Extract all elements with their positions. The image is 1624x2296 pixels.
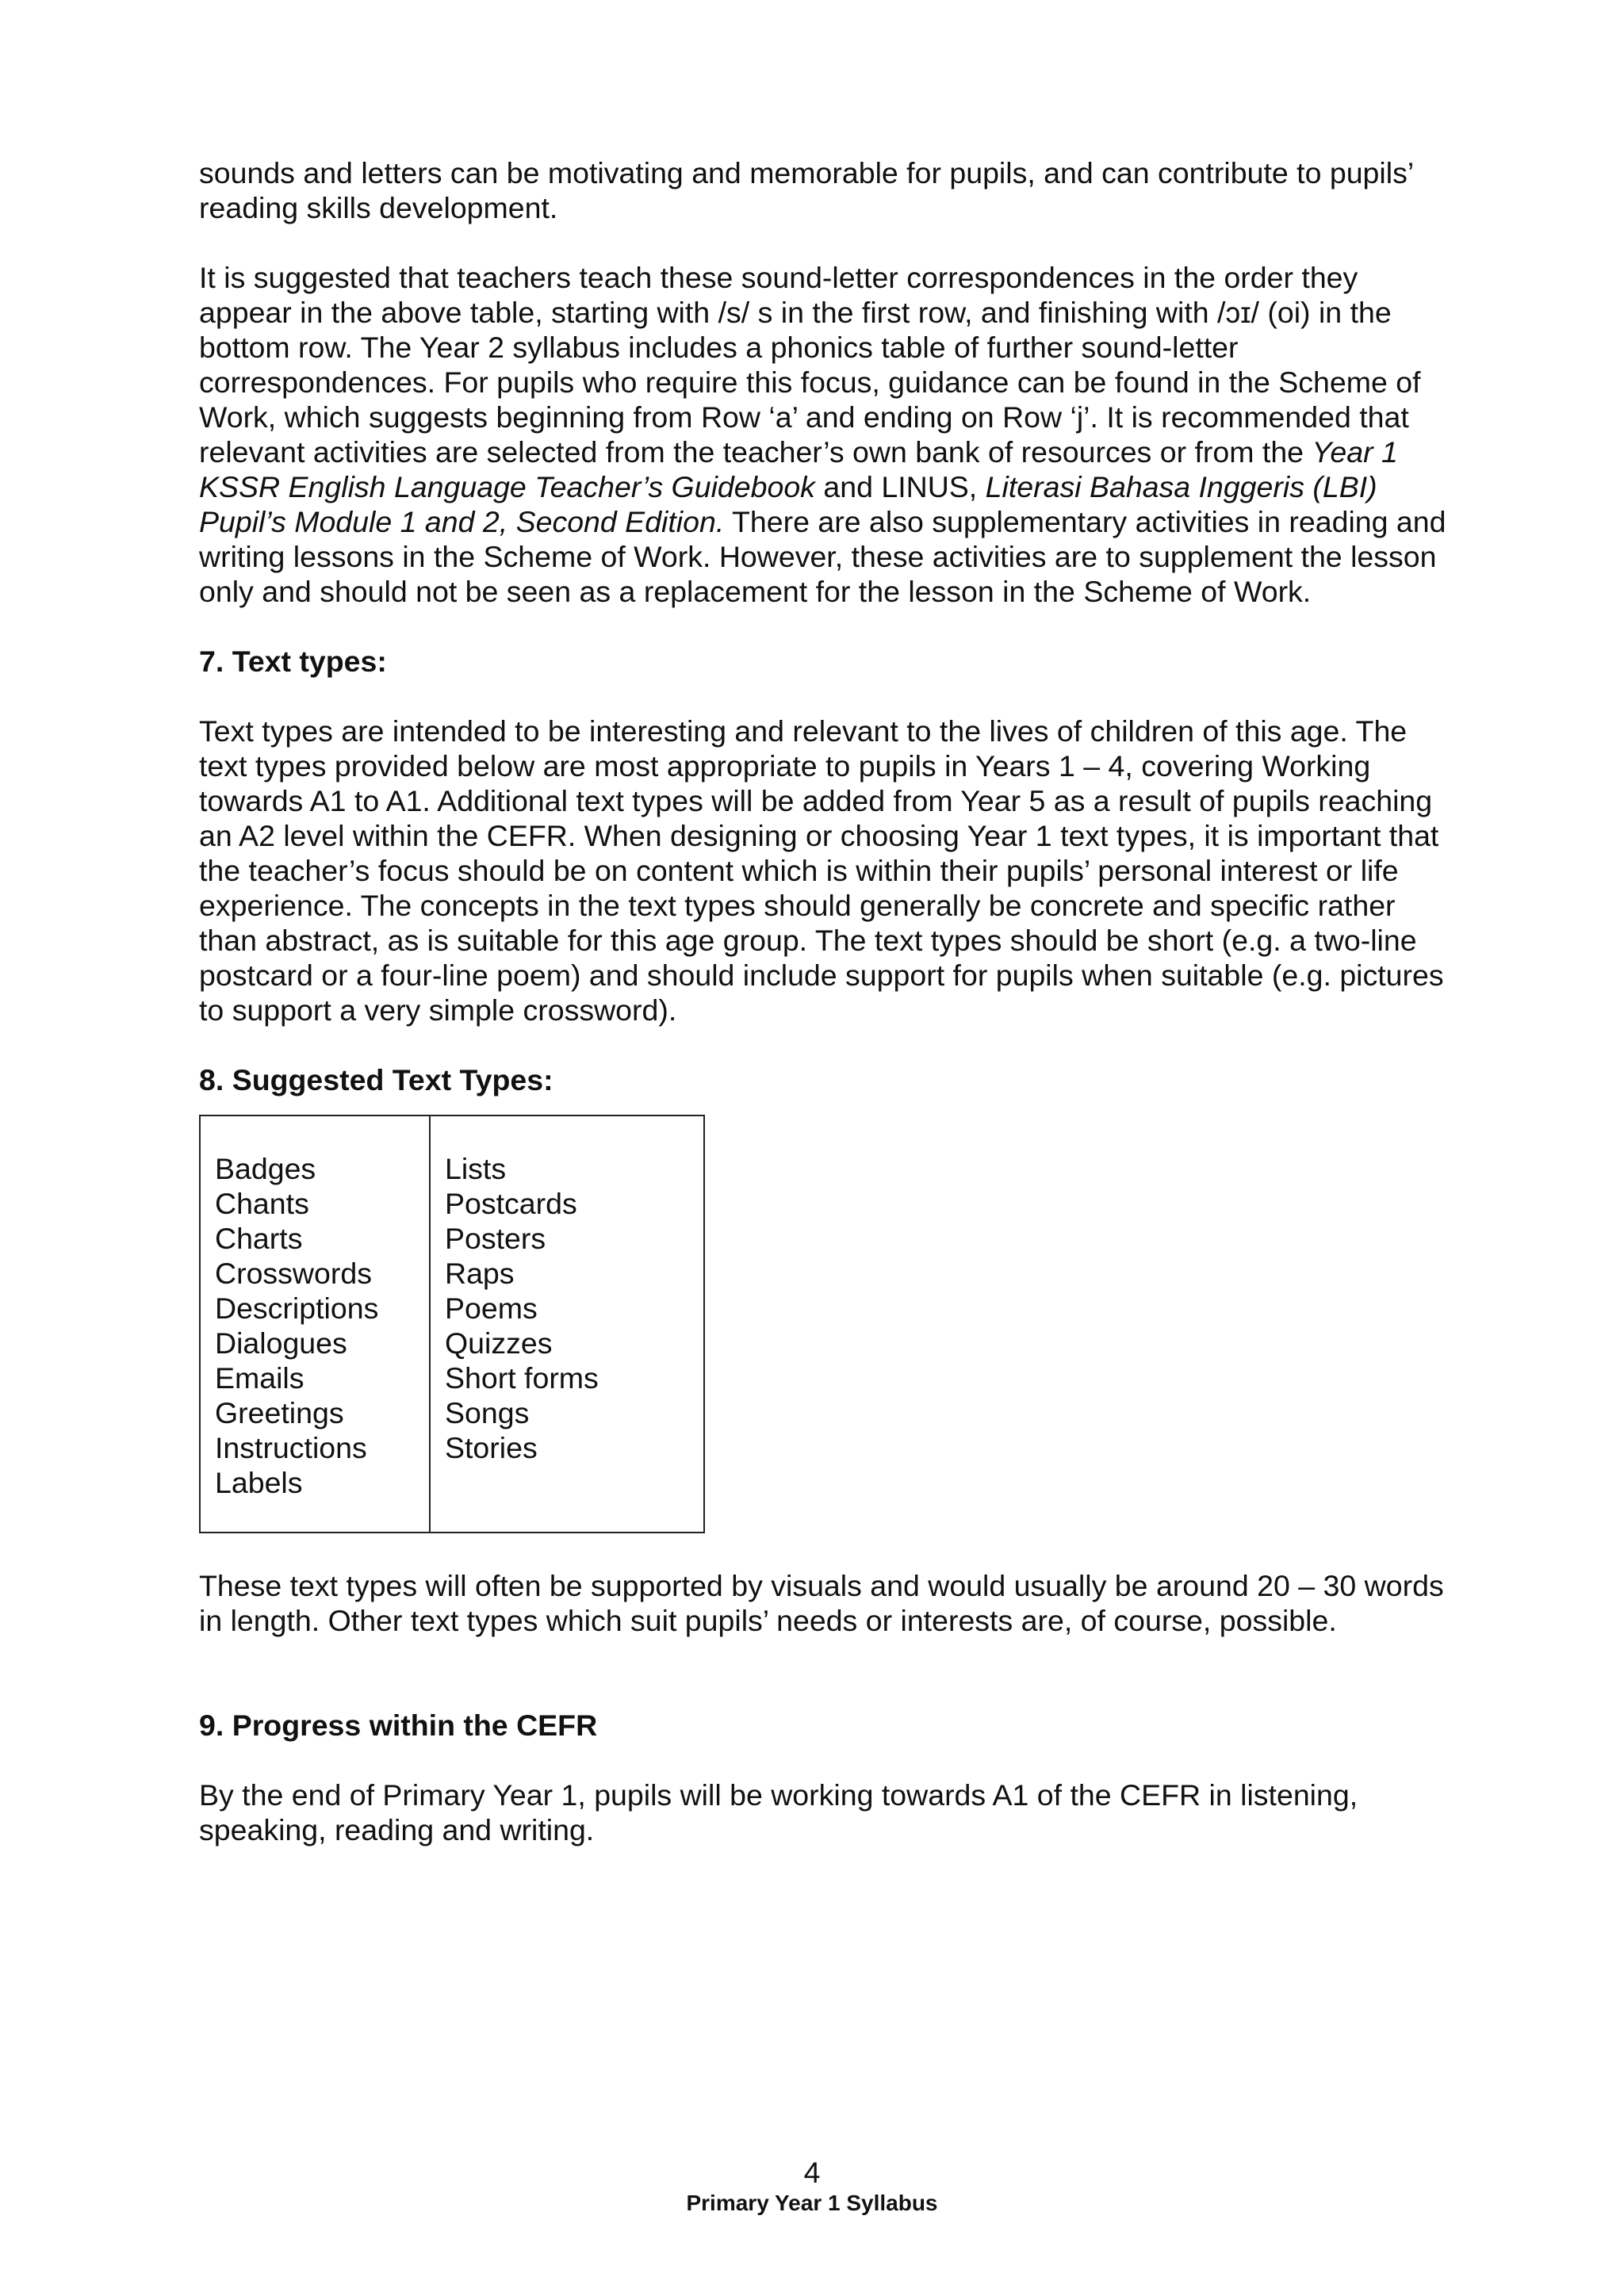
paragraph-text: There are also supplementary activities in reading and writing lessons in the Scheme of Work. However, these activities are to supplement the lesson only and should not be seen as a replacement for the lesson in the Scheme of Work. (199, 505, 1446, 608)
paragraph-text: It is suggested that teachers teach these sound-letter correspondences in the order they appear in the above table, starting with /s/ s in the first row, and finishing with /ɔɪ/ (oi) in the bottom row. The Year 2 syllabus includes a phonics table of further sound-letter correspondences. For pupils who require this focus, guidance can be found in the Scheme of Work, which suggests beginning from Row ‘a’ and ending on Row ‘j’. It is recommended that relevant activities are selected from the teacher’s own bank of resources or from the (199, 261, 1421, 469)
section-9-heading: 9. Progress within the CEFR (199, 1709, 598, 1742)
text-type-item: Charts (215, 1222, 303, 1255)
text-type-item: Short forms (445, 1361, 599, 1395)
intro-paragraph: sounds and letters can be motivating and memorable for pupils, and can contribute to pupils’ reading skills development. (199, 156, 1413, 224)
section-8-heading: 8. Suggested Text Types: (199, 1063, 553, 1096)
text-type-item: Raps (445, 1257, 515, 1290)
text-type-item: Chants (215, 1187, 309, 1220)
text-type-item: Greetings (215, 1396, 344, 1429)
text-type-item: Postcards (445, 1187, 577, 1220)
text-types-list-1 (215, 1151, 415, 1500)
text-type-item: Emails (215, 1361, 304, 1395)
text-type-item: Badges (215, 1152, 316, 1185)
text-type-item: Stories (445, 1431, 538, 1464)
page-number: 4 (803, 2156, 821, 2189)
sound-letter-paragraph (199, 260, 1452, 609)
text-type-item: Crosswords (215, 1257, 372, 1290)
text-type-item: Instructions (215, 1431, 367, 1464)
section-9-body: By the end of Primary Year 1, pupils will be working towards A1 of the CEFR in listening, speaking, reading and writing. (199, 1778, 1358, 1846)
text-type-item: Poems (445, 1292, 538, 1325)
text-types-note: These text types will often be supported by visuals and would usually be around 20 – 30 words in length. Other text types which suit pupils’ needs or interests are, of course, possible. (199, 1569, 1444, 1637)
text-types-list-2 (445, 1151, 689, 1465)
text-type-item: Dialogues (215, 1326, 347, 1360)
page-footer (0, 2155, 1624, 2217)
guidebook-title: Year 1 KSSR English Language Teacher’s Guidebook (199, 435, 1398, 503)
module-title: Literasi Bahasa Inggeris (LBI) Pupil’s Module 1 and 2, Second Edition. (199, 470, 1377, 538)
document-body (199, 155, 1452, 1847)
footer-title: Primary Year 1 Syllabus (686, 2191, 938, 2215)
section-7-heading: 7. Text types: (199, 645, 387, 678)
text-type-item: Descriptions (215, 1292, 379, 1325)
text-type-item: Posters (445, 1222, 546, 1255)
text-types-table (199, 1115, 705, 1533)
text-type-item: Labels (215, 1466, 303, 1499)
text-types-column-2 (430, 1115, 704, 1533)
text-type-item: Quizzes (445, 1326, 553, 1360)
text-type-item: Lists (445, 1152, 507, 1185)
text-types-column-1 (200, 1115, 430, 1533)
text-type-item: Songs (445, 1396, 530, 1429)
section-7-body: Text types are intended to be interesting and relevant to the lives of children of this age. The text types provided below are most appropriate to pupils in Years 1 – 4, covering Working towards A1 to A1. Additional text types will be added from Year 5 as a result of pupils reaching an A2 level within the CEFR. When designing or choosing Year 1 text types, it is important that the teacher’s focus should be on content which is within their pupils’ personal interest or life experience. The concepts in the text types should generally be concrete and specific rather than abstract, as is suitable for this age group. The text types should be short (e.g. a two-line postcard or a four-line poem) and should include support for pupils when suitable (e.g. pictures to support a very simple crossword). (199, 714, 1444, 1027)
paragraph-text: and LINUS, (814, 470, 986, 503)
